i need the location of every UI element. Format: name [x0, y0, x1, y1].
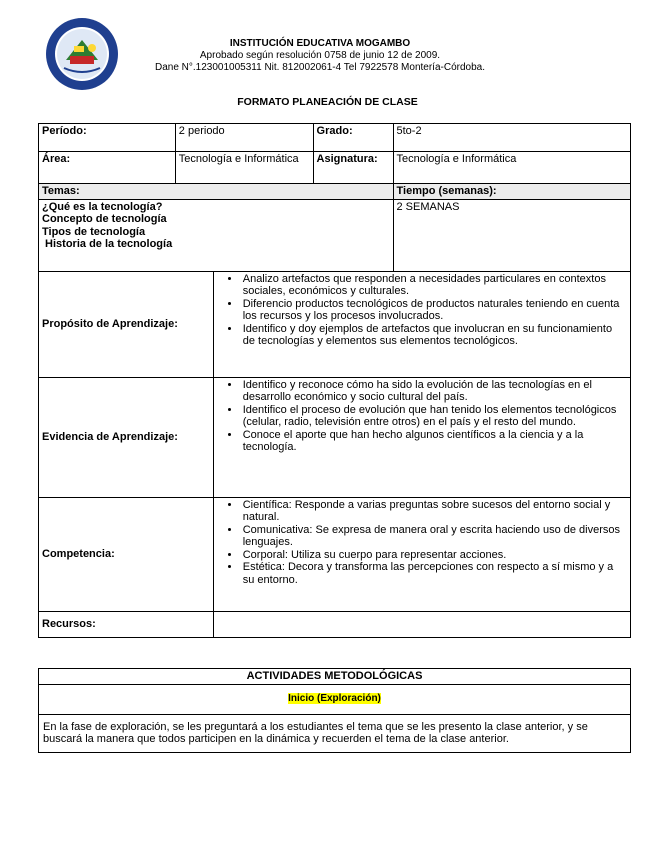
- row-temas-header: [39, 184, 631, 200]
- school-crest-logo: [44, 16, 120, 92]
- activities-title: ACTIVIDADES METODOLÓGICAS: [39, 669, 631, 685]
- evidencia-item: • Identifico el proceso de evolución que han tenido los elementos tecnológicos (celular, radio, televisión entre otros) en el país y el resto del mundo.: [241, 404, 627, 429]
- competencia-list: [217, 499, 627, 587]
- tiempo-value: 2 SEMANAS: [393, 199, 631, 271]
- inicio-row: [39, 684, 631, 714]
- competencia-item: • Estética: Decora y transforma las percepciones con respecto a sí mismo y a su entorno.: [241, 561, 627, 586]
- grado-label: Grado:: [313, 124, 393, 152]
- competencia-item: • Corporal: Utiliza su cuerpo para representar acciones.: [241, 549, 627, 562]
- dane-line: Dane N°.123001005311 Nit. 812002061-4 Tel 7922578 Montería-Córdoba.: [155, 62, 485, 73]
- temas-label: Temas:: [39, 184, 394, 200]
- tema-item: Concepto de tecnología: [42, 213, 167, 225]
- evidencia-list: [217, 379, 627, 454]
- inicio-cell: [39, 684, 631, 714]
- periodo-value: 2 periodo: [175, 124, 313, 152]
- periodo-label: Período:: [39, 124, 176, 152]
- row-periodo: [39, 124, 631, 152]
- document-title: FORMATO PLANEACIÓN DE CLASE: [237, 96, 418, 108]
- competencia-item: • Científica: Responde a varias preguntas sobre sucesos del entorno social y natural.: [241, 499, 627, 524]
- temas-list: [39, 199, 394, 271]
- evidencia-item: • Conoce el aporte que han hecho algunos científicos a la ciencia y a la tecnología.: [241, 429, 627, 454]
- asignatura-value: Tecnología e Informática: [393, 152, 631, 184]
- area-label: Área:: [39, 152, 176, 184]
- tiempo-label: Tiempo (semanas):: [393, 184, 631, 200]
- proposito-item: • Diferencio productos tecnológicos de productos naturales teniendo en cuenta los recursos y los procesos involucrados.: [241, 298, 627, 323]
- asignatura-label: Asignatura:: [313, 152, 393, 184]
- evidencia-content: [213, 377, 630, 497]
- row-evidencia: [39, 377, 631, 497]
- activities-table: [38, 668, 631, 753]
- activities-title-row: [39, 669, 631, 685]
- proposito-item: • Analizo artefactos que responden a necesidades particulares en contextos sociales, económicos y culturales.: [241, 273, 627, 298]
- competencia-item: • Comunicativa: Se expresa de manera oral y escrita haciendo uso de diversos lenguajes.: [241, 524, 627, 549]
- row-area: [39, 152, 631, 184]
- institution-name: INSTITUCIÓN EDUCATIVA MOGAMBO: [229, 38, 411, 49]
- area-value: Tecnología e Informática: [175, 152, 313, 184]
- evidencia-item: • Identifico y reconoce cómo ha sido la evolución de las tecnologías en el desarrollo económico y socio cultural del país.: [241, 379, 627, 404]
- competencia-content: [213, 497, 630, 611]
- tema-item: Tipos de tecnología: [42, 225, 146, 238]
- evidencia-label: Evidencia de Aprendizaje:: [39, 377, 214, 497]
- proposito-content: [213, 271, 630, 377]
- tema-item: ¿Qué es la tecnología?: [42, 200, 163, 213]
- planning-table: [38, 123, 631, 638]
- row-proposito: [39, 271, 631, 377]
- proposito-list: [217, 273, 627, 348]
- row-competencia: [39, 497, 631, 611]
- recursos-label: Recursos:: [39, 611, 214, 637]
- grado-value: 5to-2: [393, 124, 631, 152]
- tema-item: Historia de la tecnología: [42, 238, 173, 250]
- row-recursos: [39, 611, 631, 637]
- proposito-label: Propósito de Aprendizaje:: [39, 271, 214, 377]
- row-temas: [39, 199, 631, 271]
- proposito-item: • Identifico y doy ejemplos de artefactos que involucran en su funcionamiento de tecnologías y elementos sus elementos tecnológicos.: [241, 323, 627, 348]
- inicio-text-row: [39, 714, 631, 752]
- inicio-label: Inicio (Exploración): [288, 693, 381, 705]
- inicio-text: En la fase de exploración, se les preguntará a los estudiantes el tema que se les presento la clase anterior, y se buscará la manera que todos participen en la dinámica y recuerden el tema de la clase anterior.: [39, 714, 631, 752]
- resolution-line: Aprobado según resolución 0758 de junio 12 de 2009.: [199, 50, 441, 61]
- competencia-label: Competencia:: [39, 497, 214, 611]
- institution-header: [120, 38, 520, 74]
- recursos-value: [213, 611, 630, 637]
